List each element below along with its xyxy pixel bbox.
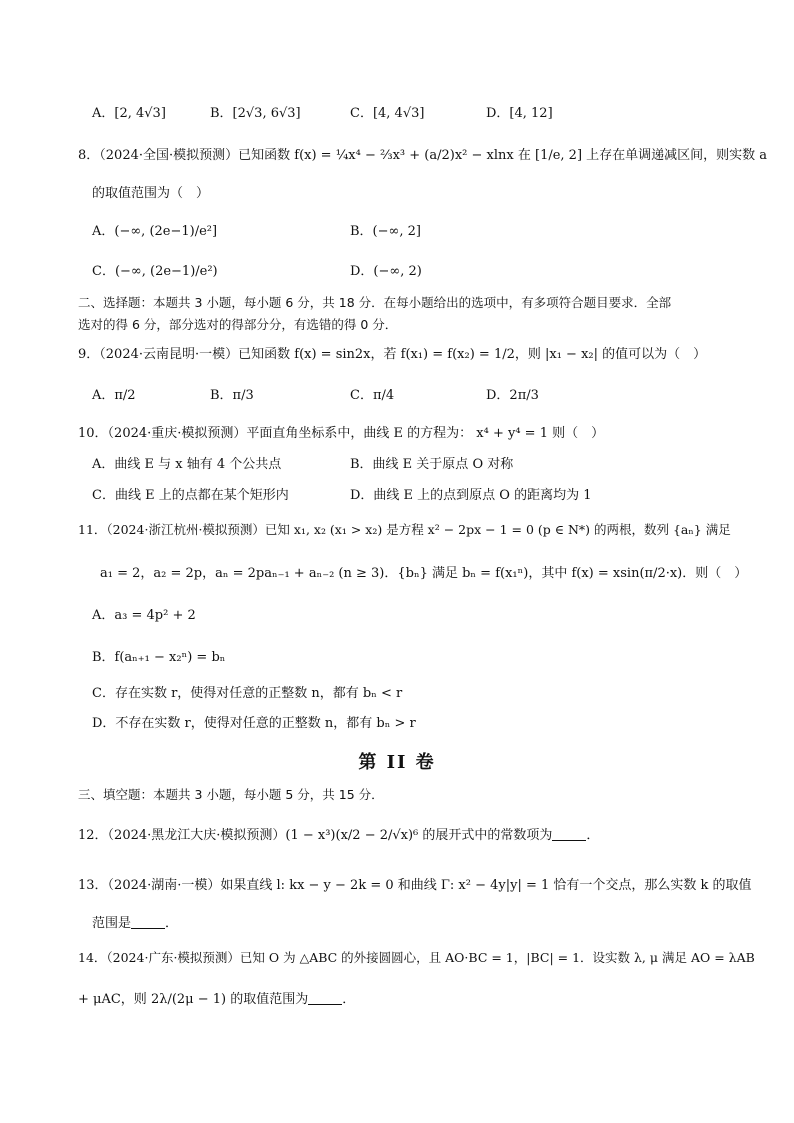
q14-stem: 14．（2024·广东·模拟预测）已知 O 为 △ABC 的外接圆圆心，且 AO·BC = 1，|BC| = 1．设实数 λ, μ 满足 AO = λAB xyxy=(78,950,755,965)
q10-stem: 10．（2024·重庆·模拟预测）平面直角坐标系中，曲线 E 的方程为： x⁴ + y⁴ = 1 则（ ） xyxy=(78,426,605,441)
q11-option-d: D．不存在实数 r，使得对任意的正整数 n，都有 bₙ > r xyxy=(92,716,416,731)
q13-stem: 13．（2024·湖南·一模）如果直线 l: kx − y − 2k = 0 和曲线 Γ: x² − 4y|y| = 1 恰有一个交点，那么实数 k 的取值 xyxy=(78,878,752,893)
q12-stem xyxy=(78,826,599,846)
q10-option-a: A．曲线 E 与 x 轴有 4 个公共点 xyxy=(92,457,282,472)
section3-heading: 三、填空题：本题共 3 小题，每小题 5 分，共 15 分． xyxy=(78,787,384,802)
q7-option-c: C．[4, 4√3] xyxy=(350,106,425,121)
q8-option-a: A．(−∞, (2e−1)/e²] xyxy=(92,224,218,239)
q7-option-d: D．[4, 12] xyxy=(486,106,553,121)
q8-stem: 8．（2024·全国·模拟预测）已知函数 f(x) = ¼x⁴ − ⅔x³ + (a/2)x² − xlnx 在 [1/e, 2] 上存在单调递减区间，则实数 a xyxy=(78,148,768,163)
q8-stem-cont: 的取值范围为（ ） xyxy=(92,186,210,201)
q9-option-d: D．2π/3 xyxy=(486,388,539,403)
q11-stem: 11．（2024·浙江杭州·模拟预测）已知 x₁, x₂ (x₁ > x₂) 是方程 x² − 2px − 1 = 0 (p ∈ N*) 的两根，数列 {aₙ} 满足 xyxy=(78,522,731,537)
q13-end: ． xyxy=(165,916,179,931)
q9-option-b: B．π/3 xyxy=(210,388,254,403)
q13-answer-blank[interactable] xyxy=(131,914,165,929)
q13-stem-cont xyxy=(92,914,178,934)
q8-option-b: B．(−∞, 2] xyxy=(350,224,421,239)
q7-option-a: A．[2, 4√3] xyxy=(92,106,166,121)
q7-option-b: B．[2√3, 6√3] xyxy=(210,106,301,121)
q11-option-c: C．存在实数 r，使得对任意的正整数 n，都有 bₙ < r xyxy=(92,686,403,701)
q10-option-c: C．曲线 E 上的点都在某个矩形内 xyxy=(92,488,289,503)
q9-option-a: A．π/2 xyxy=(92,388,136,403)
q8-option-c: C．(−∞, (2e−1)/e²) xyxy=(92,264,218,279)
q11-option-b: B．f(aₙ₊₁ − x₂ⁿ) = bₙ xyxy=(92,650,226,665)
q10-option-d: D．曲线 E 上的点到原点 O 的距离均为 1 xyxy=(350,488,592,503)
q11-stem-cont: a₁ = 2，a₂ = 2p，aₙ = 2paₙ₋₁ + aₙ₋₂ (n ≥ 3)．{bₙ} 满足 bₙ = f(x₁ⁿ)，其中 f(x) = xsin(π/2·x)．则（ ） xyxy=(100,566,748,581)
part2-title: 第 II 卷 xyxy=(358,752,436,773)
q11-option-a: A．a₃ = 4p² + 2 xyxy=(92,608,196,623)
section2-heading: 二、选择题：本题共 3 小题，每小题 6 分，共 18 分．在每小题给出的选项中，有多项符合题目要求．全部 xyxy=(78,295,672,310)
q12-end: ． xyxy=(586,828,600,843)
q13-text-cont: 范围是 xyxy=(92,916,132,931)
q9-stem: 9．（2024·云南昆明·一模）已知函数 f(x) = sin2x，若 f(x₁) = f(x₂) = 1/2，则 |x₁ − x₂| 的值可以为（ ） xyxy=(78,347,707,362)
q14-end: ． xyxy=(342,992,356,1007)
q10-option-b: B．曲线 E 关于原点 O 对称 xyxy=(350,457,514,472)
q12-text: 12．（2024·黑龙江大庆·模拟预测）(1 − x³)(x/2 − 2/√x)⁶ 的展开式中的常数项为 xyxy=(78,828,553,843)
section2-heading-cont: 选对的得 6 分，部分选对的得部分分，有选错的得 0 分． xyxy=(78,317,398,332)
q14-stem-cont xyxy=(78,990,355,1010)
q14-answer-blank[interactable] xyxy=(308,990,342,1005)
q14-text-cont: + μAC，则 2λ/(2μ − 1) 的取值范围为 xyxy=(78,992,309,1007)
q12-answer-blank[interactable] xyxy=(552,826,586,841)
q9-option-c: C．π/4 xyxy=(350,388,395,403)
q8-option-d: D．(−∞, 2) xyxy=(350,264,422,279)
